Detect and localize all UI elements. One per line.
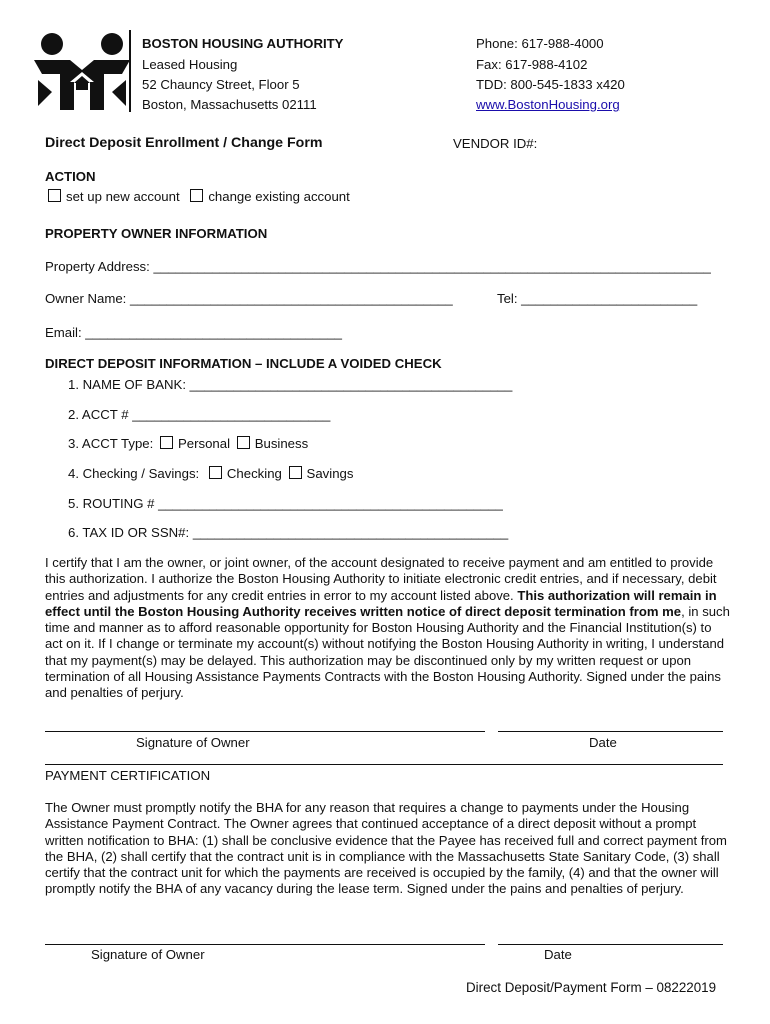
dept-name: Leased Housing [142,57,238,72]
checking-savings-label: 4. Checking / Savings: [68,466,200,481]
section-divider [45,764,723,765]
date-label-1: Date [589,735,617,750]
form-title: Direct Deposit Enrollment / Change Form [45,135,323,151]
action-heading: ACTION [45,169,96,184]
acct-type-label: 3. ACCT Type: [68,436,154,451]
checking-checkbox[interactable] [209,466,222,479]
address-line-2: Boston, Massachusetts 02111 [142,97,317,112]
date-label-2: Date [544,947,572,962]
change-account-checkbox[interactable] [190,189,203,202]
org-name: BOSTON HOUSING AUTHORITY [142,36,344,51]
acct-number-field[interactable]: 2. ACCT # ___________________________ [68,407,331,422]
certify-text-bold: This authorization will remain in effect until the Boston Housing Authority receives written notice of direct deposit termination from me [45,587,717,619]
tel-field[interactable]: Tel: ________________________ [497,291,698,306]
action-options [45,189,350,204]
business-checkbox[interactable] [237,436,250,449]
business-label: Business [254,436,309,451]
tdd: TDD: 800-545-1833 x420 [476,77,625,92]
payment-cert-paragraph [45,800,730,898]
savings-label: Savings [306,466,354,481]
signature-line-1[interactable] [45,731,485,732]
certify-text-b: , in such time and manner as to afford reasonable opportunity for Boston Housing Authority and the Financial Institution(s) to act on it. If I change or terminate my account(s) without notifying the Boston Housing Authority in writing, I understand that my payment(s) may be delayed. This authorization may be discontinued only by my written request or upon termination of all Housing Assistance Payments Contracts with the Boston Housing Authority. Signed under the pains and penalties of perjury. [45,603,730,701]
owner-name-field[interactable]: Owner Name: ____________________________________________ [45,291,453,306]
date-line-1[interactable] [498,731,723,732]
signature-owner-label-2: Signature of Owner [91,947,205,962]
personal-label: Personal [177,436,231,451]
payment-cert-text: The Owner must promptly notify the BHA for any reason that requires a change to payments under the Housing Assistance Payment Contract. The Owner agrees that continued acceptance of a direct deposit without a prompt written notification to BHA: (1) shall be conclusive evidence that the Payee has received full and correct payment from the BHA, (2) shall certify that the contract unit is in compliance with the Massachusetts State Sanitary Code, (3) shall certify that the contract unit for which the payments are received is occupied by the family, (4) and that the owner will promptly notify the BHA of any vacancy during the lease term. Signed under the pains and penalties of perjury. [45,800,727,897]
date-line-2[interactable] [498,944,723,945]
new-account-label: set up new account [66,189,180,204]
bha-logo [30,30,134,114]
email-field[interactable]: Email: ___________________________________ [45,325,343,340]
header-divider [129,30,131,112]
acct-type-row [68,436,308,451]
fax: Fax: 617-988-4102 [476,57,588,72]
bank-name-field[interactable]: 1. NAME OF BANK: ____________________________________________ [68,377,513,392]
change-account-label: change existing account [208,189,350,204]
payment-cert-heading: PAYMENT CERTIFICATION [45,768,211,783]
new-account-checkbox[interactable] [48,189,61,202]
vendor-id-label: VENDOR ID#: [453,136,538,151]
signature-line-2[interactable] [45,944,485,945]
checking-label: Checking [226,466,282,481]
tax-id-field[interactable]: 6. TAX ID OR SSN#: ___________________________________________ [68,525,509,540]
personal-checkbox[interactable] [160,436,173,449]
owner-info-heading: PROPERTY OWNER INFORMATION [45,226,268,241]
form-footer: Direct Deposit/Payment Form – 08222019 [466,980,717,995]
certify-text-a: I certify that I am the owner, or joint owner, of the account designated to receive payment and am entitled to provide this authorization. I authorize the Boston Housing Authority to initiate electronic credit entries, and if necessary, debit entries and adjustments for any credit entries in error to my account listed above. [45,555,717,603]
certification-paragraph [45,555,730,702]
address-line-1: 52 Chauncy Street, Floor 5 [142,77,300,92]
signature-owner-label-1: Signature of Owner [136,735,250,750]
checking-savings-row [68,466,353,481]
savings-checkbox[interactable] [289,466,302,479]
deposit-heading: DIRECT DEPOSIT INFORMATION – INCLUDE A VOIDED CHECK [45,356,442,371]
routing-field[interactable]: 5. ROUTING # _______________________________________________ [68,496,503,511]
phone: Phone: 617-988-4000 [476,36,604,51]
website-link[interactable]: www.BostonHousing.org [476,97,620,112]
property-address-field[interactable]: Property Address: ____________________________________________________________________________ [45,259,711,274]
